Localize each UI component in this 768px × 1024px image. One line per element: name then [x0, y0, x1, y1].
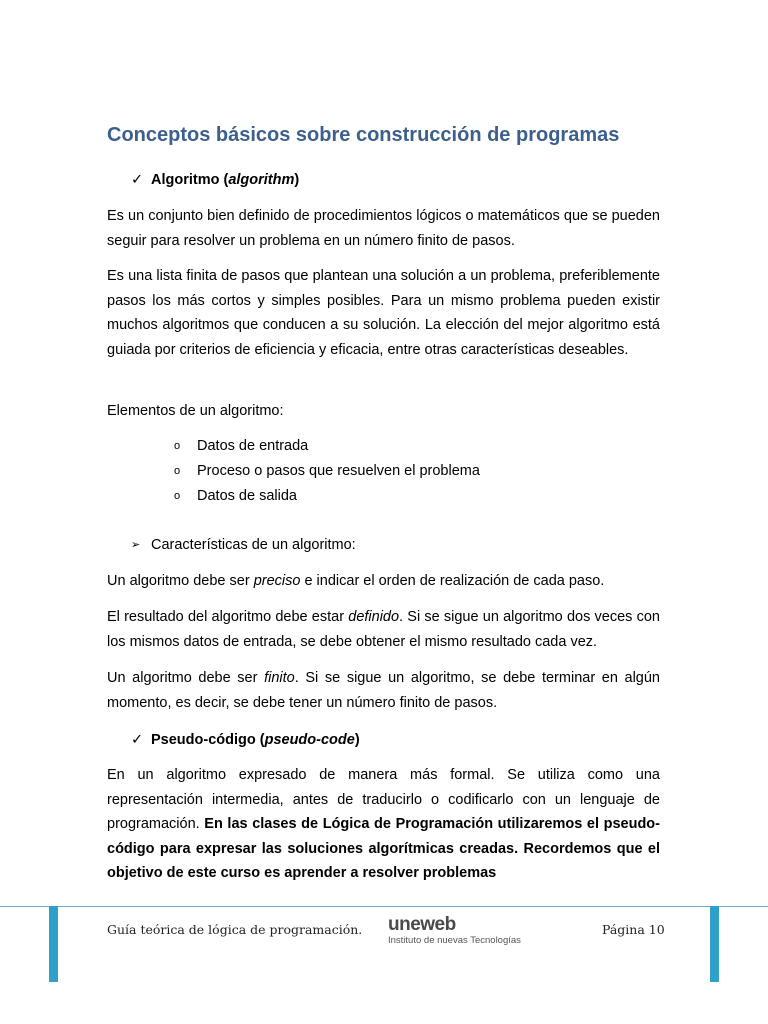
defined-paragraph [107, 605, 660, 654]
pseudocode-heading-em: pseudo-code [264, 732, 355, 748]
precise-text-pre: Un algoritmo debe ser [107, 573, 254, 589]
circle-bullet-icon: o [174, 490, 181, 502]
pseudocode-heading-pre: Pseudo-código ( [151, 732, 265, 748]
footer-left-accent-bar [49, 906, 58, 982]
list-item-label: Datos de salida [197, 488, 297, 504]
list-item [174, 459, 480, 484]
page-number: Página 10 [602, 922, 665, 937]
pseudocode-text-bold: En las clases de Lógica de Programación utilizaremos el pseudo-código para expresar las soluciones algorítmicas creadas. Recordemos que el objetivo de este curso es aprender a resolver problemas [107, 816, 660, 882]
precise-text-em: preciso [253, 573, 301, 589]
logo-tagline: Instituto de nuevas Tecnologías [388, 935, 521, 946]
footer-divider [0, 906, 768, 907]
arrow-bullet-icon: ➢ [131, 539, 141, 551]
defined-text-em: definido [348, 609, 400, 625]
footer-right-accent-bar [710, 906, 719, 982]
pseudocode-text-normal: En un algoritmo expresado de manera más formal. Se utiliza como una representación intermedia, antes de traducirlo o codificarlo con un lenguaje de programación. [107, 767, 660, 833]
defined-text-post: . Si se sigue un algoritmo dos veces con los mismos datos de entrada, se debe obtener el mismo resultado cada vez. [107, 609, 660, 650]
characteristics-heading-label: Características de un algoritmo: [151, 537, 356, 553]
pseudocode-paragraph [107, 763, 660, 886]
algorithm-heading-em: algorithm [228, 172, 295, 188]
circle-bullet-icon: o [174, 440, 181, 452]
footer-guide-title: Guía teórica de lógica de programación. [107, 922, 363, 937]
circle-bullet-icon: o [174, 465, 181, 477]
defined-text-pre: El resultado del algoritmo debe estar [107, 609, 349, 625]
finite-text-em: finito [264, 670, 295, 686]
elements-label: Elementos de un algoritmo: [107, 403, 284, 419]
algorithm-heading-post: ) [294, 172, 300, 188]
checkmark-icon: ✓ [131, 172, 144, 188]
page-title: Conceptos básicos sobre construcción de programas [107, 124, 620, 146]
list-item-label: Proceso o pasos que resuelven el problema [197, 463, 480, 479]
algorithm-definition-paragraph: Es un conjunto bien definido de procedimientos lógicos o matemáticos que se pueden seguir para resolver un problema en un número finito de pasos. [107, 208, 660, 249]
precise-paragraph [107, 569, 660, 594]
list-item-label: Datos de entrada [197, 438, 309, 454]
algorithm-heading-pre: Algoritmo ( [151, 172, 229, 188]
elements-list [174, 434, 480, 509]
pseudocode-heading-post: ) [354, 732, 360, 748]
characteristics-heading [131, 536, 356, 554]
list-item [174, 484, 480, 509]
precise-text-post: e indicar el orden de realización de cada paso. [300, 573, 605, 589]
uneweb-logo [386, 914, 546, 950]
algorithm-heading [131, 171, 299, 189]
logo-brand: uneweb [388, 914, 456, 935]
list-item [174, 434, 480, 459]
checkmark-icon: ✓ [131, 732, 144, 748]
finite-text-pre: Un algoritmo debe ser [107, 670, 265, 686]
finite-paragraph [107, 666, 660, 715]
pseudocode-heading [131, 731, 360, 749]
finite-text-post: . Si se sigue un algoritmo, se debe terminar en algún momento, es decir, se debe tener un número finito de pasos. [107, 670, 661, 711]
algorithm-description-paragraph: Es una lista finita de pasos que plantean una solución a un problema, preferiblemente pasos los más cortos y simples posibles. Para un mismo problema pueden existir muchos algoritmos que conducen a su solución. La elección del mejor algoritmo está guiada por criterios de eficiencia y eficacia, entre otras características deseables. [107, 268, 660, 358]
